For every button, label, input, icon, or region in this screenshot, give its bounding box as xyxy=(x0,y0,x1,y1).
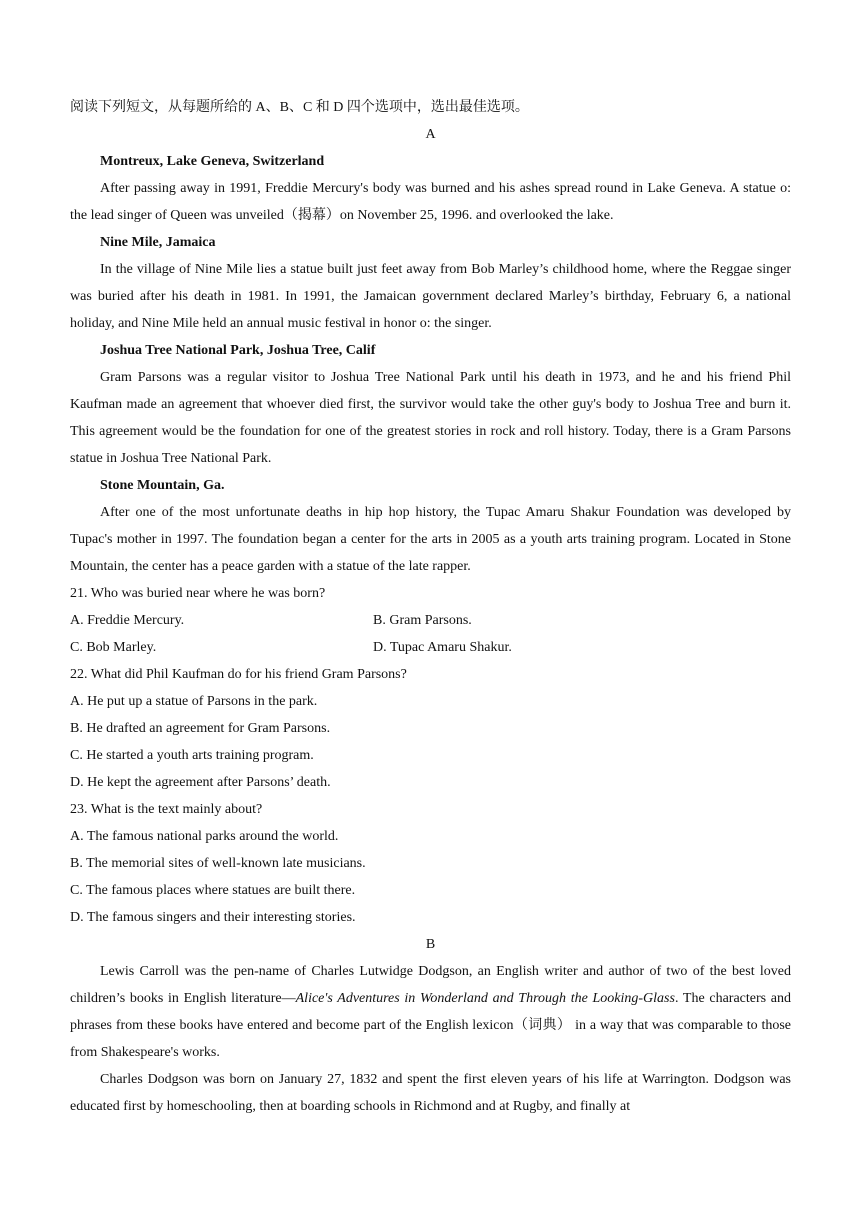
place-text-nine-mile: In the village of Nine Mile lies a statue built just feet away from Bob Marley’s childhood home, where the Reggae singer was buried after his death in 1981. In 1991, the Jamaican government declared Marley’s birthday, February 6, a national holiday, and Nine Mile held an annual music festival in honor o: the singer. xyxy=(70,262,791,331)
question-22-option-a: A. He put up a statue of Parsons in the park. xyxy=(70,694,318,709)
section-b-p1-before: Lewis Carroll was the pen-name of Charles Lutwidge Dodgson, an English writer and author of two of the best loved children’s books in English literature— xyxy=(70,964,791,1006)
question-21-options-row-1 xyxy=(70,607,791,634)
section-b-paragraph-2: Charles Dodgson was born on January 27, 1832 and spent the first eleven years of his life at Warrington. Dodgson was educated first by homeschooling, then at boarding schools in Richmond and at Rugby, and finally at xyxy=(70,1072,791,1114)
place-text-joshua-tree: Gram Parsons was a regular visitor to Joshua Tree National Park until his death in 1973, and he and his friend Phil Kaufman made an agreement that whoever died first, the survivor would take the other guy's body to Joshua Tree and burn it. This agreement would be the foundation for one of the greatest stories in rock and roll history. Today, there is a Gram Parsons statue in Joshua Tree National Park. xyxy=(70,370,791,466)
question-23-option-d: D. The famous singers and their interesting stories. xyxy=(70,910,356,925)
question-21-option-c: C. Bob Marley. xyxy=(70,640,157,655)
question-21: 21. Who was buried near where he was born? xyxy=(70,586,326,601)
question-21-option-a: A. Freddie Mercury. xyxy=(70,613,185,628)
section-b-paragraph-1 xyxy=(70,958,791,1066)
document-page xyxy=(70,94,791,1120)
question-22-option-c: C. He started a youth arts training program. xyxy=(70,748,314,763)
question-23-option-b: B. The memorial sites of well-known late musicians. xyxy=(70,856,366,871)
place-heading-montreux: Montreux, Lake Geneva, Switzerland xyxy=(100,154,325,169)
place-heading-stone-mountain: Stone Mountain, Ga. xyxy=(100,478,225,493)
section-b-label: B xyxy=(425,937,436,952)
place-text-montreux: After passing away in 1991, Freddie Mercury's body was burned and his ashes spread round in Lake Geneva. A statue o: the lead singer of Queen was unveiled（揭幕）on November 25, 1996. and overlooked the lake. xyxy=(70,181,791,223)
place-heading-joshua-tree: Joshua Tree National Park, Joshua Tree, Calif xyxy=(100,343,376,358)
section-b-book-titles: Alice's Adventures in Wonderland and Through the Looking-Glass xyxy=(295,991,675,1006)
place-heading-nine-mile: Nine Mile, Jamaica xyxy=(100,235,216,250)
section-b-p1-after: . The characters and phrases from these books have entered and become part of the English lexicon（词典） in a way that was comparable to those from Shakespeare's works. xyxy=(70,991,791,1060)
question-23: 23. What is the text mainly about? xyxy=(70,802,263,817)
question-22-option-d: D. He kept the agreement after Parsons’ death. xyxy=(70,775,331,790)
instructions: 阅读下列短文，从每题所给的 A、B、C 和 D 四个选项中，选出最佳选项。 xyxy=(70,100,529,115)
question-23-option-c: C. The famous places where statues are built there. xyxy=(70,883,356,898)
section-a-label: A xyxy=(425,127,436,142)
question-21-option-b: B. Gram Parsons. xyxy=(373,613,472,628)
question-21-option-d: D. Tupac Amaru Shakur. xyxy=(373,640,512,655)
place-text-stone-mountain: After one of the most unfortunate deaths in hip hop history, the Tupac Amaru Shakur Foundation was developed by Tupac's mother in 1997. The foundation began a center for the arts in 2005 as a youth arts training program. Located in Stone Mountain, the center has a peace garden with a statue of the late rapper. xyxy=(70,505,791,574)
question-22-option-b: B. He drafted an agreement for Gram Parsons. xyxy=(70,721,331,736)
question-23-option-a: A. The famous national parks around the world. xyxy=(70,829,339,844)
question-21-options-row-2 xyxy=(70,634,791,661)
question-22: 22. What did Phil Kaufman do for his friend Gram Parsons? xyxy=(70,667,407,682)
